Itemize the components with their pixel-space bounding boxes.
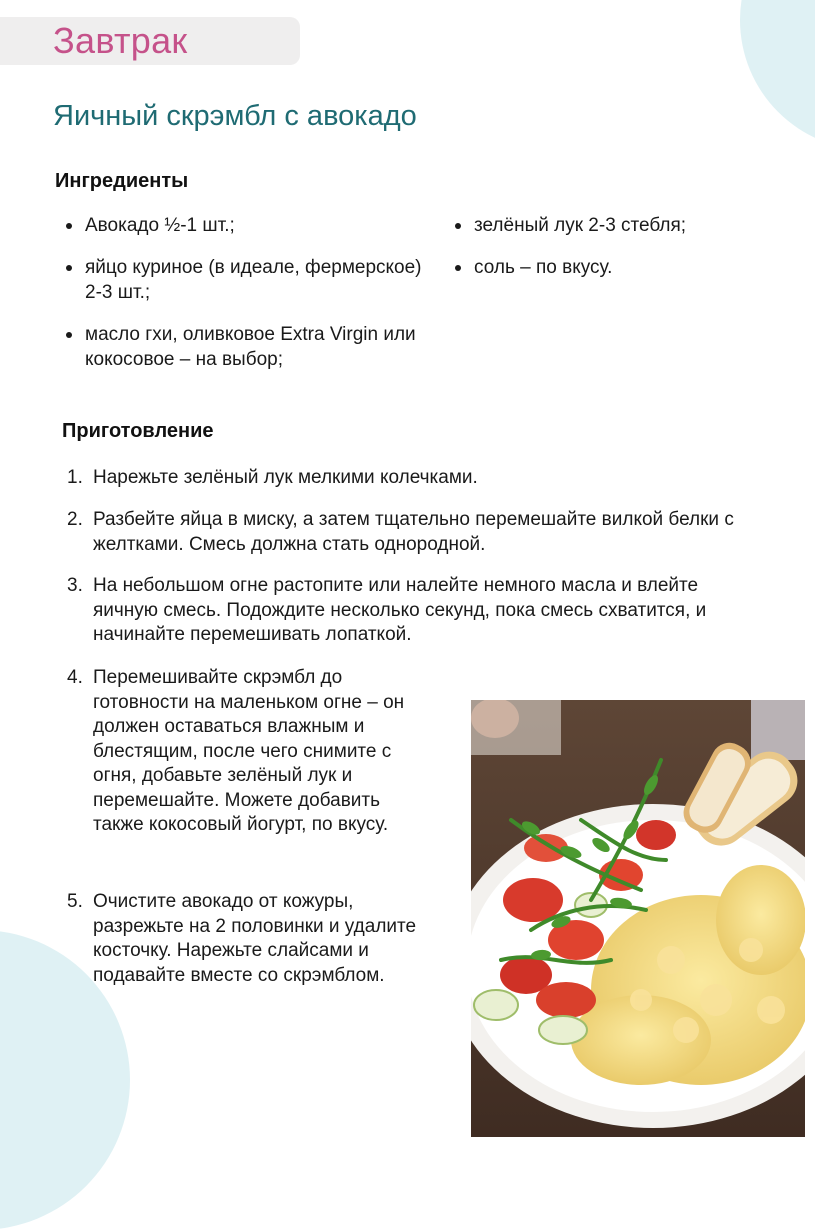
ingredient-item: яйцо куриное (в идеале, фермерское) 2-3 шт.; — [63, 255, 443, 305]
step-item — [67, 890, 417, 988]
step-text: На небольшом огне растопите или налейте немного масла и влейте яичную смесь. Подождите несколько секунд, пока смесь схватится, и начинайте перемешивать лопаткой. — [93, 575, 707, 645]
ingredients-heading: Ингредиенты — [55, 170, 189, 192]
step-number: 2. — [67, 509, 83, 530]
step-text: Разбейте яйца в миску, а затем тщательно перемешайте вилкой белки с желтками. Смесь должна стать однородной. — [93, 509, 734, 555]
category-label: Завтрак — [53, 20, 188, 61]
step-item — [67, 666, 417, 838]
step-number: 1. — [67, 467, 83, 488]
step-item — [67, 508, 767, 557]
ingredients-list-right — [452, 213, 792, 297]
step-text: Нарежьте зелёный лук мелкими колечками. — [93, 467, 478, 488]
dish-photo — [471, 700, 805, 1137]
ingredient-item: соль – по вкусу. — [452, 255, 792, 280]
ingredient-item: масло гхи, оливковое Extra Virgin или кокосовое – на выбор; — [63, 322, 443, 372]
ingredient-item: зелёный лук 2-3 стебля; — [452, 213, 792, 238]
decor-circle-top-right — [740, 0, 815, 150]
step-number: 4. — [67, 667, 83, 688]
step-number: 3. — [67, 575, 83, 596]
step-text: Очистите авокадо от кожуры, разрежьте на 2 половинки и удалите косточку. Нарежьте слайсами и подавайте вместе со скрэмблом. — [93, 891, 417, 986]
ingredients-list-left — [63, 213, 443, 389]
recipe-title: Яичный скрэмбл с авокадо — [53, 100, 417, 132]
step-number: 5. — [67, 891, 83, 912]
step-item — [67, 574, 767, 648]
step-item — [67, 466, 767, 491]
step-text: Перемешивайте скрэмбл до готовности на маленьком огне – он должен оставаться влажным и блестящим, после чего снимите с огня, добавьте зелёный лук и перемешайте. Можете добавить также кокосовый йогурт, по вкусу. — [93, 667, 405, 835]
method-heading: Приготовление — [62, 420, 214, 442]
ingredient-item: Авокадо ½-1 шт.; — [63, 213, 443, 238]
